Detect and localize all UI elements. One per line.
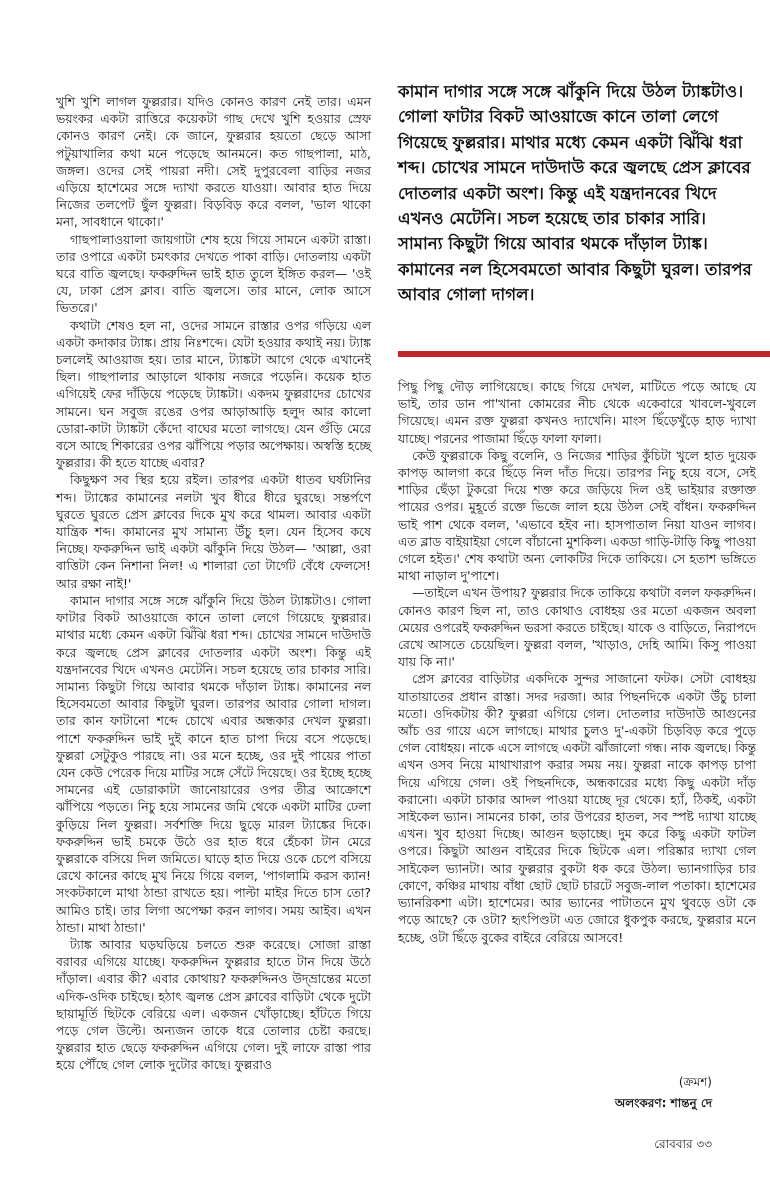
body-paragraph: গাছপালাওয়ালা জায়গাটা শেষ হয়ে গিয়ে সামনে একটা রাস্তা। তার ওপারে একটা চমৎকার দেখতে পাকা বাড়ি। দোতলায় একটা ঘরে বাতি জ্বলছে। ফকরুদ্দিন ভাই হাত তুলে ইঙ্গিত করল— 'ওই যে, ঢাকা প্রেস ক্লাব। বাতি জ্বলসে। তার মানে, লোক আসে ভিতরে।' [56, 231, 371, 316]
illustration-credit: অলংকরণ: শান্তনু দে [614, 1096, 712, 1110]
body-paragraph: পিছু পিছু দৌড় লাগিয়েছে। কাছে গিয়ে দেখল, মাটিতে পড়ে আছে যে ভাই, তার ডান পা'খানা কোমরের নীচ থেকে একেবারে খাবলে-খুবলে গিয়েছে। এমন রক্ত ফুল্লরা কখনও দ্যাখেনি। মাংস ছিঁড়েখুঁড়ে হাড় দ্যাখা যাচ্ছে। পরনের পাজামা ছিঁড়ে ফালা ফালা। [398, 379, 756, 446]
left-column [56, 93, 371, 1074]
body-paragraph: খুশি খুশি লাগল ফুল্লরার। যদিও কোনও কারণ নেই তার। এমন ভয়ংকর একটা রাত্তিরে কয়েকটা গাছ দেখে খুশি হওয়ার স্রেফ কোনও কারণ নেই। কে জানে, ফুল্লরার হয়তো ছেড়ে আসা পটুয়াখালির কথা মনে পড়েছে আনমনে। কত গাছপালা, মাঠ, জঙ্গল। ওদের সেই পায়রা নদী। সেই দুপুরবেলা বাড়ির নজর এড়িয়ে হাশেমের সঙ্গে দ্যাখা করতে যাওয়া। আবার হাত দিয়ে নিজের তলপেট ছুঁল ফুল্লরা। বিড়বিড় করে বলল, 'ভাল থাকো মনা, সাবধানে থাকো।' [56, 94, 371, 230]
body-paragraph: ট্যাঙ্ক আবার ঘড়ঘড়িয়ে চলতে শুরু করেছে। সোজা রাস্তা বরাবর এগিয়ে যাচ্ছে। ফকরুদ্দিন ফুল্লরার হাতে টান দিয়ে উঠে দাঁড়াল। এবার কী? এবার কোথায়? ফকরুদ্দিনও উদ্‌ভ্রান্তের মতো এদিক-ওদিক চাইছে। হঠাৎ জ্বলন্ত প্রেস ক্লাবের বাড়িটা থেকে দুটো ছায়ামূর্তি ছিটকে বেরিয়ে এল। একজন খোঁড়াচ্ছে। হাঁটতে গিয়ে পড়ে গেল উল্টে। অন্যজন তাকে ধরে তোলার চেষ্টা করছে। ফুল্লরার হাত ছেড়ে ফকরুদ্দিন এগিয়ে গেল। দুই লাফে রাস্তা পার হয়ে পৌঁছে গেল লোক দুটোর কাছে। ফুল্লরাও [56, 936, 371, 1073]
body-paragraph: কামান দাগার সঙ্গে সঙ্গে ঝাঁকুনি দিয়ে উঠল ট্যাঙ্কটাও। গোলা ফাটার বিকট আওয়াজে কানে তালা লেগে গিয়েছে ফুল্লরার। মাথার মধ্যে কেমন একটা ঝিঁঝি ধরা শব্দ। চোখের সামনে দাউদাউ করে জ্বলছে প্রেস ক্লাবের দোতলার একটা অংশ। কিন্তু এই যন্ত্রদানবের খিদে এখনও মেটেনি। সচল হয়েছে তার চাকার সারি। সামান্য কিছুটা গিয়ে আবার থমকে দাঁড়াল ট্যাঙ্ক। কামানের নল হিসেবমতো আবার কিছুটা ঘুরল। তারপর আবার গোলা দাগল। তার কান ফাটানো শব্দে চোখে এবার অন্ধকার দেখল ফুল্লরা। পাশে ফকরুদ্দিন ভাই দুই কানে হাত চাপা দিয়ে বসে পড়েছে। ফুল্লরা সেটুকুও পারছে না। ওর মনে হচ্ছে, ওর দুই পায়ের পাতা যেন কেউ পেরেক দিয়ে মাটির সঙ্গে সেঁটে দিয়েছে। ওর ইচ্ছে হচ্ছে সামনের এই ডোরাকাটা জানোয়ারের ওপর তীব্র আক্রোশে ঝাঁপিয়ে পড়তে। নিচু হয়ে সামনের জমি থেকে একটা মাটির ঢেলা কুড়িয়ে নিল ফুল্লরা। সর্বশক্তি দিয়ে ছুড়ে মারল ট্যাঙ্কের দিকে। ফকরুদ্দিন ভাই চমকে উঠে ওর হাত ধরে হেঁচকা টান মেরে ফুল্লরাকে বসিয়ে দিল জমিতে। ঘাড়ে হাত দিয়ে ওকে চেপে বসিয়ে রেখে কানের কাছে মুখ নিয়ে গিয়ে বলল, 'পাগলামি করস ক্যান! সংকটকালে মাথা ঠান্ডা রাখতে হয়। পাল্টা মাইর দিতে চাস তো? আমিও চাই। তার লিগা অপেক্ষা করন লাগব। সময় আইব। এখন ঠান্ডা। মাথা ঠান্ডা।' [56, 592, 371, 935]
right-column [398, 378, 756, 946]
body-paragraph: প্রেস ক্লাবের বাড়িটার একদিকে সুন্দর সাজানো ফটক। সেটা বোধহয় যাতায়াতের প্রধান রাস্তা। সদর দরজা। আর পিছনদিকে একটা উঁচু চালা মতো। ওদিকটায় কী? ফুল্লরা এগিয়ে গেল। দোতলার দাউদাউ আগুনের আঁচ ওর গায়ে এসে লাগছে। মাথার চুলও দু'-একটা চিড়বিড় করে পুড়ে গেল বোধহয়। নাকে এসে লাগছে একটা ঝাঁজালো গন্ধ। নাক জ্বলছে। কিন্তু এখন ওসব নিয়ে মাথাখারাপ করার সময় নয়। ফুল্লরা নাকে কাপড় চাপা দিয়ে এগিয়ে গেল। ওই পিছনদিকে, অন্ধকারের মধ্যে কিছু একটা দাঁড় করানো। একটা চাকার আদল পাওয়া যাচ্ছে দূর থেকে। হ্যাঁ, ঠিকই, একটা সাইকেল ভ্যান। সামনের চাকা, তার উপরের হাতল, সব স্পষ্ট দ্যাখা যাচ্ছে এখন। খুব হাওয়া দিচ্ছে। আগুন ছড়াচ্ছে। দুম করে কিছু একটা ফাটল ওপরে। কিছুটা আগুন বাইরের দিকে ছিটকে এল। পরিষ্কার দ্যাখা গেল সাইকেল ভ্যানটা। আর ফুল্লরার বুকটা ধক করে উঠল। ভ্যানগাড়ির চার কোণে, কঞ্চির মাথায় বাঁধা ছোট ছোট চারটে সবুজ-লাল পতাকা। হাশেমের ভ্যানরিকশা এটা। হাশেমের। আর ভ্যানের পাটাতনে মুখ থুবড়ে ওটা কে পড়ে আছে? কে ওটা? হৃৎপিণ্ডটা এত জোরে ধুকপুক করছে, ফুল্লরার মনে হচ্ছে, ওটা ছিঁড়ে বুকের বাইরে বেরিয়ে আসবে! [398, 671, 756, 945]
continued-note: (ক্রমশ) [678, 1075, 712, 1089]
pull-quote: কামান দাগার সঙ্গে সঙ্গে ঝাঁকুনি দিয়ে উঠল ট্যাঙ্কটাও। গোলা ফাটার বিকট আওয়াজে কানে তালা লেগে গিয়েছে ফুল্লরার। মাথার মধ্যে কেমন একটা ঝিঁঝি ধরা শব্দ। চোখের সামনে দাউদাউ করে জ্বলছে প্রেস ক্লাবের দোতলার একটা অংশ। কিন্তু এই যন্ত্রদানবের খিদে এখনও মেটেনি। সচল হয়েছে তার চাকার সারি। সামান্য কিছুটা গিয়ে আবার থমকে দাঁড়াল ট্যাঙ্ক। কামানের নল হিসেবমতো আবার কিছুটা ঘুরল। তারপর আবার গোলা দাগল। [398, 82, 752, 305]
body-paragraph: কিছুক্ষণ সব স্থির হয়ে রইল। তারপর একটা ধাতব ঘর্ষটানির শব্দ। ট্যাঙ্কের কামানের নলটা খুব ধীরে ধীরে ঘুরছে। সন্তর্পণে ঘুরতে ঘুরতে প্রেস ক্লাবের দিকে মুখ করে থামল। আবার একটা যান্ত্রিক শব্দ। কামানের মুখ সামান্য উঁচু হল। যেন হিসেব কষে নিচ্ছে। ফকরুদ্দিন ভাই একটা ঝাঁকুনি দিয়ে উঠল— 'আল্লা, ওরা বাত্তিটা কেন নিশানা নিল! এ শালারা তো টার্গেট বেঁধে ফেলসে! আর রক্ষা নাই!' [56, 472, 371, 591]
body-paragraph: —তাইলে এখন উপায়? ফুল্লরার দিকে তাকিয়ে কথাটা বলল ফকরুদ্দিন। কোনও কারণ ছিল না, তাও কোথাও বোধহয় ওর মতো একজন অবলা মেয়ের ওপরেই ফকরুদ্দিন ভরসা করতে চাইছে। যাকে ও বাড়িতে, নিরাপদে রেখে আসতে চেয়েছিল। ফুল্লরা বলল, 'খাড়াও, দেহি আমি। কিসু পাওয়া যায় কি না।' [398, 585, 756, 670]
body-paragraph: কেউ ফুল্লরাকে কিছু বলেনি, ও নিজের শাড়ির কুঁচিটা খুলে হাত দুয়েক কাপড় আলগা করে ছিঁড়ে নিল দাঁত দিয়ে। তারপর নিচু হয়ে বসে, সেই শাড়ির ছেঁড়া টুকরো দিয়ে শক্ত করে জড়িয়ে দিল ওই ভাইয়ার রক্তাক্ত পায়ের ওপর। মুহূর্তে রক্তে ভিজে লাল হয়ে উঠল সেই বাঁধন। ফকরুদ্দিন ভাই পাশ থেকে বলল, 'এভাবে হইব না। হাসপাতাল নিয়া যাওন লাগব। এত ব্লাড বাইয়াইয়া গেলে বাঁচানো মুশকিল। একডা গাড়ি-টাড়ি কিছু পাওয়া গেলে হইত।' শেষ কথাটা অন্য লোকটির দিকে তাকিয়ে। সে হতাশ ভঙ্গিতে মাথা নাড়াল দু'পাশে। [398, 447, 756, 584]
accent-rule [398, 351, 770, 357]
page-folio: রোববার ৩৩ [654, 1137, 712, 1151]
body-paragraph: কথাটা শেষও হল না, ওদের সামনে রাস্তার ওপর গড়িয়ে এল একটা কদাকার ট্যাঙ্ক। প্রায় নিঃশব্দে। যেটা হওয়ার কথাই নয়। ট্যাঙ্ক চললেই আওয়াজ হয়। তার মানে, ট্যাঙ্কটা আগে থেকে এখানেই ছিল। গাছপালার আড়ালে থাকায় নজরে পড়েনি। কয়েক হাত এগিয়েই ফের দাঁড়িয়ে পড়েছে ট্যাঙ্কটা। একদম ফুল্লরাদের চোখের সামনে। ঘন সবুজ রঙের ওপর আড়াআড়ি হলুদ আর কালো ডোরা-কাটা ট্যাঙ্কটা কেঁদো বাঘের মতো লাগছে। যেন গুঁড়ি মেরে বসে আছে শিকারের ওপর ঝাঁপিয়ে পড়ার অপেক্ষায়। অস্বস্তি হচ্ছে ফুল্লরার। কী হতে যাচ্ছে এবার? [56, 317, 371, 471]
